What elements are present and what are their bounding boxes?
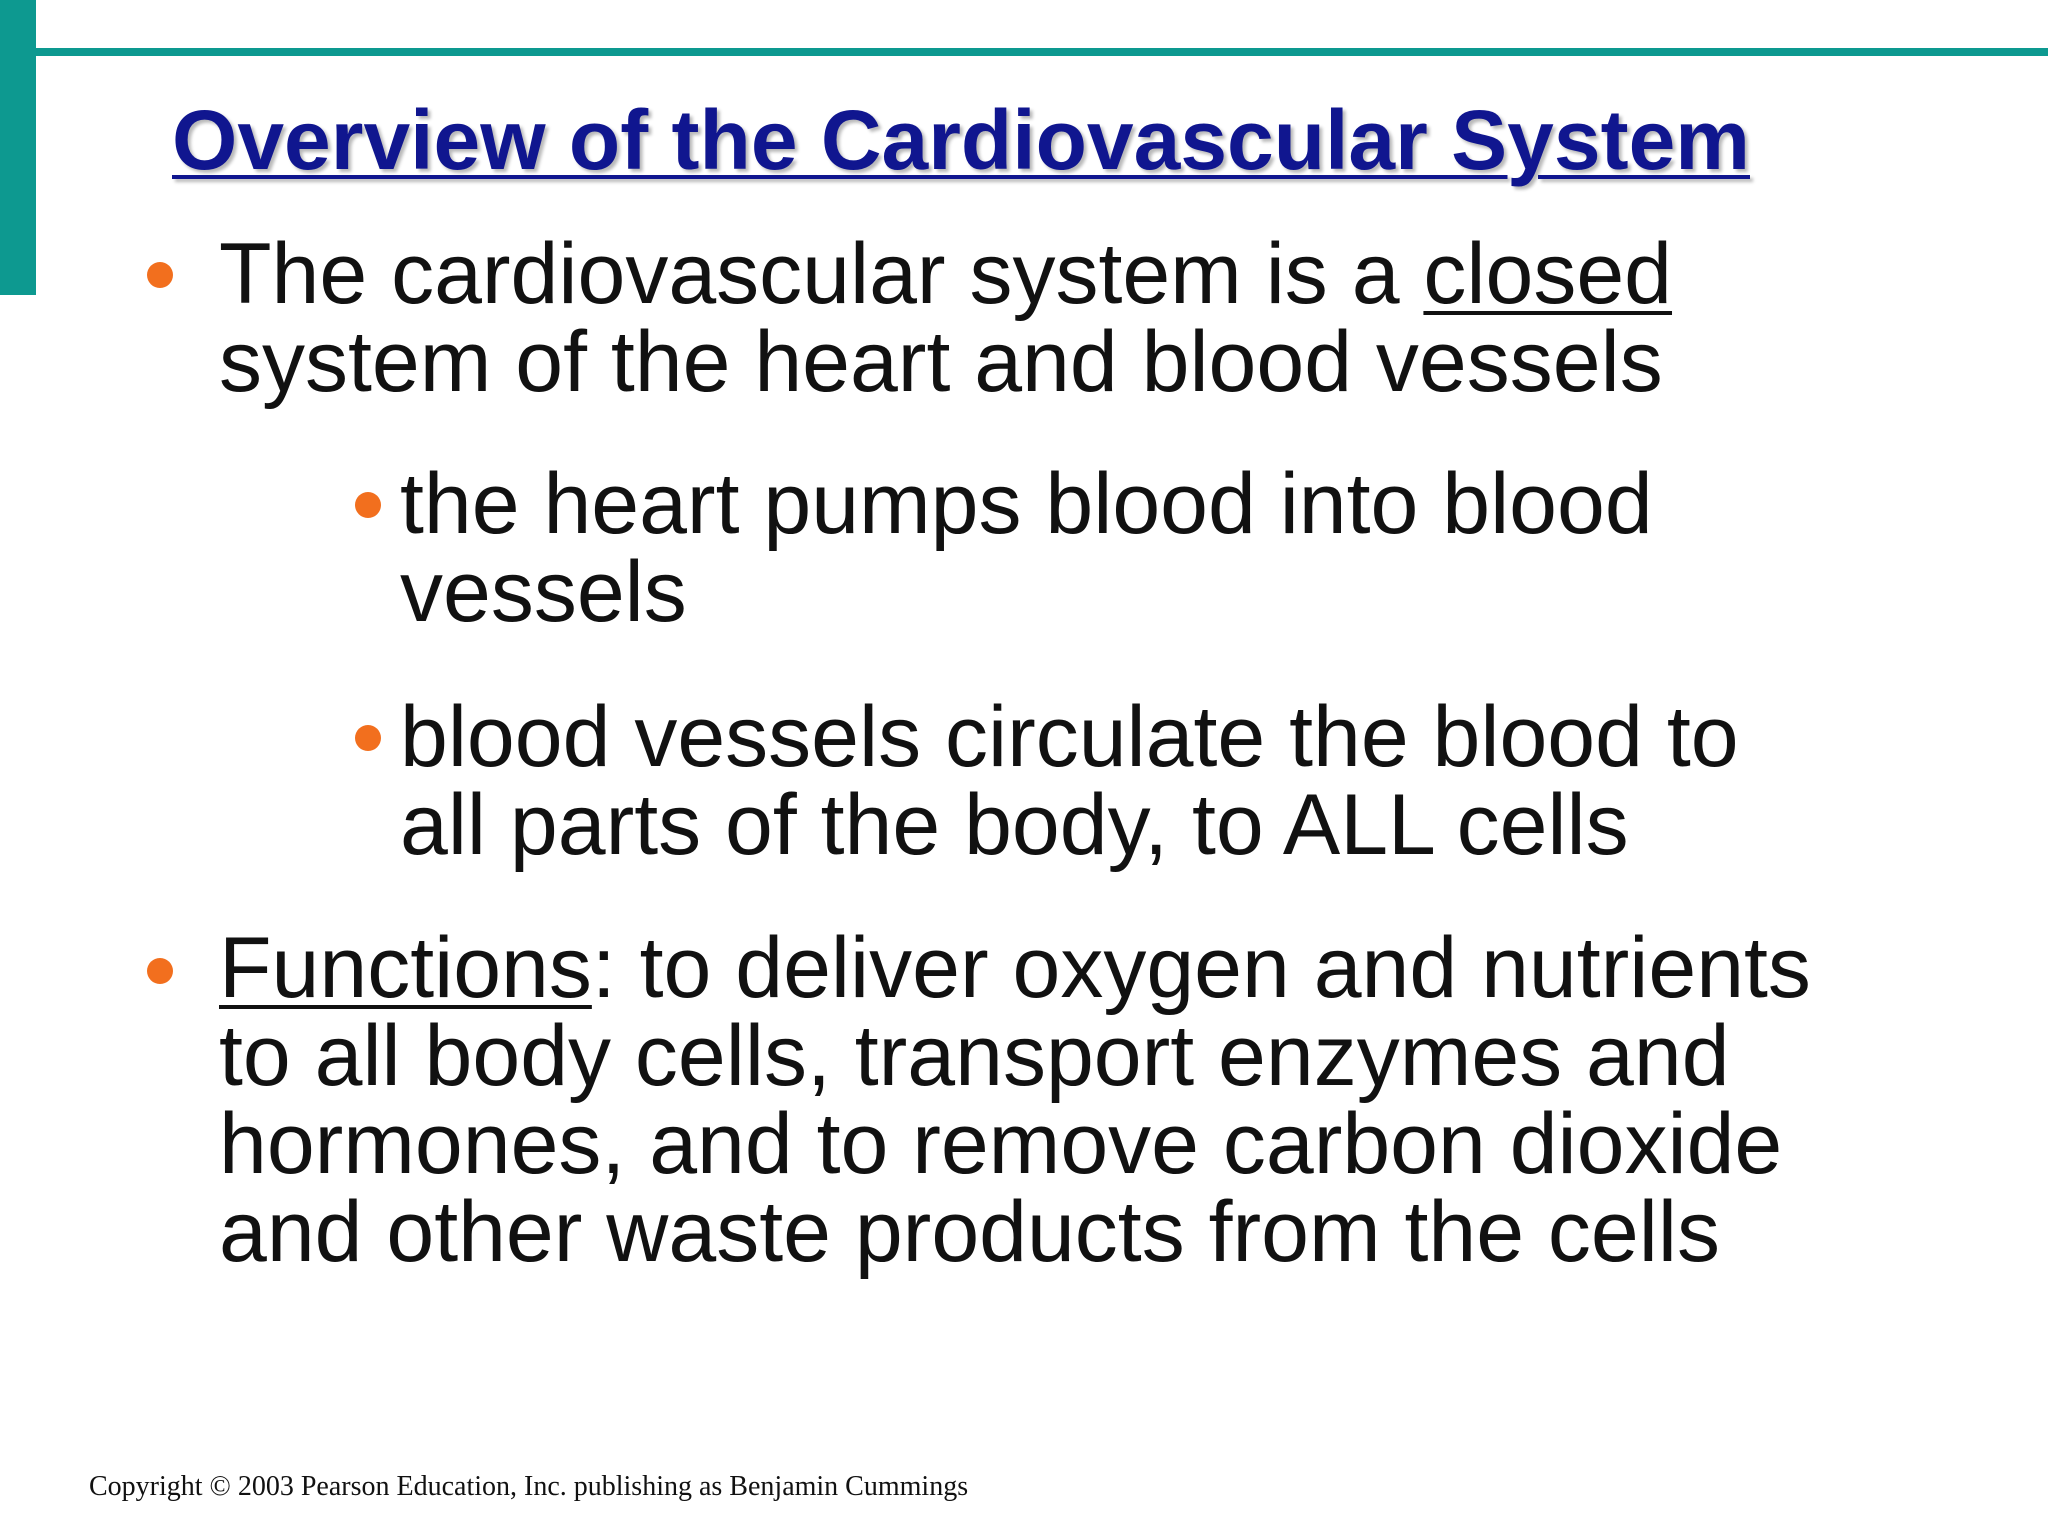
bullet-2-line-1: [219, 920, 1811, 1016]
sub-bullet-2-line-2: all parts of the body, to ALL cells: [400, 777, 1629, 873]
bullet-1-prefix: The cardiovascular system is a: [219, 226, 1424, 322]
copyright-notice: Copyright © 2003 Pearson Education, Inc. publishing as Benjamin Cummings: [89, 1471, 969, 1502]
bullet-1-text: [219, 226, 1673, 410]
sub-bullet-2-text: [400, 689, 1739, 873]
sub-bullet-1-text: [400, 456, 1653, 640]
bullet-2-line-1-rest: : to deliver oxygen and nutrients: [591, 920, 1811, 1016]
bullet-icon: [147, 262, 173, 288]
bullet-1-emphasis: closed: [1423, 226, 1673, 322]
sub-bullet-1-line-2: vessels: [400, 544, 687, 640]
accent-bar-vertical: [0, 0, 36, 295]
bullet-icon: [147, 958, 173, 984]
sub-bullet-icon: [355, 725, 381, 751]
bullet-1-line-1: [219, 226, 1673, 322]
bullet-2-line-2: to all body cells, transport enzymes and: [219, 1008, 1730, 1104]
sub-bullet-2-line-1: blood vessels circulate the blood to: [400, 689, 1739, 785]
slide-title: Overview of the Cardiovascular System: [172, 93, 1750, 187]
accent-rule-horizontal: [36, 48, 2048, 56]
sub-bullet-icon: [355, 492, 381, 518]
bullet-2-text: [219, 920, 1811, 1280]
bullet-2-term: Functions: [219, 920, 592, 1016]
bullet-1-line-2: system of the heart and blood vessels: [219, 314, 1663, 410]
bullet-2-line-3: hormones, and to remove carbon dioxide: [219, 1096, 1783, 1192]
bullet-2-line-4: and other waste products from the cells: [219, 1184, 1720, 1280]
sub-bullet-1-line-1: the heart pumps blood into blood: [400, 456, 1653, 552]
